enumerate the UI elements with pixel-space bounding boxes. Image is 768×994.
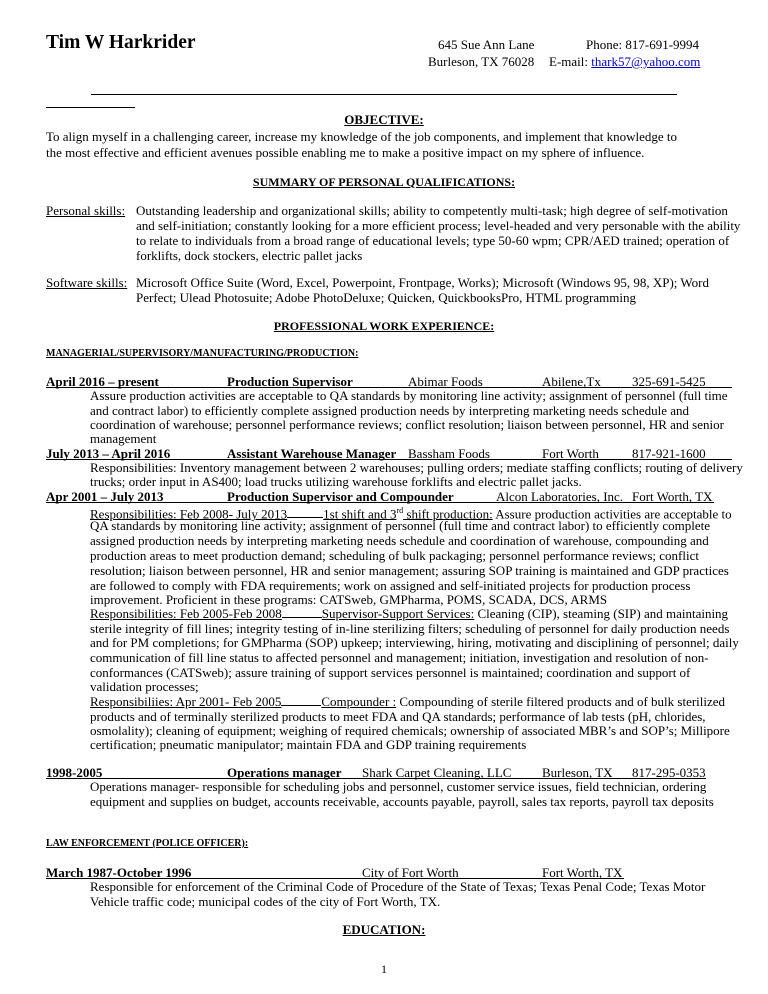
job-description-line: and for PM completions; for GMPharma (SOP) upkeep; interviewing, hiring, motivating and disciplining of personnel; daily	[90, 635, 739, 650]
job-description-line: sterile integrity of fill lines; integrity testing of in-line sterilizing filters; scheduling of personnel for daily production needs	[90, 621, 730, 636]
email-link[interactable]: thark57@yahoo.com	[591, 54, 701, 69]
job-dates: Apr 2001 – July 2013	[46, 489, 164, 504]
job-description-line: equipment and supplies on budget, accounts receivable, accounts payable, payroll, sales tax reports, payroll tax deposits	[90, 794, 714, 809]
job-description-line: resolution; liaison between personnel, HR and senior management; assuring SOP training is maintained and GDP practices	[90, 563, 729, 578]
job-description-line: communication of fill line status to affected personnel and management; initiation, investigation and resolution of non-	[90, 650, 709, 665]
responsibility-first-line: Cleaning (CIP), steaming (SIP) and maintaining	[474, 606, 729, 621]
email-label: E-mail:	[549, 54, 588, 69]
job-phone: 817-295-0353	[632, 765, 706, 780]
responsibility-role: Compounder :	[321, 694, 397, 709]
objective-line-2: the most effective and efficient avenues possible enabling me to make a positive impact on my sphere of influence.	[46, 145, 645, 160]
job-description-line: osmolality); cleaning of equipment; weighing of required chemicals; ownership of associated MBR’s and SOP’s; Millipore	[90, 723, 730, 738]
job-company: Abimar Foods	[408, 374, 483, 389]
personal-skills-label: Personal skills:	[46, 203, 126, 218]
job-description-line: Operations manager- responsible for scheduling jobs and personnel, customer service issues, field technician, ordering	[90, 779, 707, 794]
responsibility-first-line: Assure production activities are acceptable to	[492, 506, 732, 522]
address-line-2: Burleson, TX 76028	[428, 54, 535, 69]
job-description-line: production areas to meet production demand; scheduling of bulk packaging; personnel performance reviews; conflict	[90, 548, 699, 563]
job-location: Fort Worth, TX	[542, 865, 623, 880]
page-number: 1	[381, 962, 387, 976]
job-phone: 817-921-1600	[632, 446, 706, 461]
job-description-line: management	[90, 431, 157, 446]
phone: Phone: 817-691-9994	[586, 37, 700, 52]
shift-text-b: shift production:	[403, 506, 493, 522]
job-description-line: QA standards by monitoring line activity; assignment of personnel (full time and contract labor) to efficiently complete	[90, 518, 710, 533]
job-description-line: validation processes;	[90, 679, 199, 694]
personal-skills-line: forklifts, dock stockers, electric pallet jacks	[136, 248, 363, 263]
responsibility-role: Supervisor-Support Services:	[321, 606, 475, 621]
email-row	[549, 54, 700, 70]
header-divider-short	[46, 107, 135, 108]
job-description-line: are followed to comply with FDA requirements; work on assigned and self-initiated projects for production process	[90, 578, 691, 593]
job-company: Bassham Foods	[408, 446, 490, 461]
job-description-line: improvement. Proficient in these programs: CATSweb, GMPharma, POMS, SCADA, DCS, ARMS	[90, 592, 608, 607]
experience-heading: PROFESSIONAL WORK EXPERIENCE:	[273, 319, 495, 333]
software-skills-label: Software skills:	[46, 275, 128, 290]
candidate-name: Tim W Harkrider	[46, 32, 196, 53]
address-line-1: 645 Sue Ann Lane	[438, 37, 535, 52]
objective-heading: OBJECTIVE:	[344, 112, 424, 127]
job-title: Operations manager	[227, 765, 342, 780]
job-company: City of Fort Worth	[362, 865, 459, 880]
category-law-enforcement: LAW ENFORCEMENT (POLICE OFFICER):	[46, 838, 249, 849]
job-title: Assistant Warehouse Manager	[227, 446, 397, 461]
job-description-line: coordination of warehouse; personnel performance reviews; conflict resolution; liaison between personnel, HR and senior	[90, 417, 724, 432]
job-description-line: conformances (CATSweb); assure training of support services personnel is maintained; coordination and support of	[90, 665, 691, 680]
responsibility-period-2	[90, 606, 728, 622]
job-description-line: trucks; order input in AS400; load trucks utilizing warehouse forklifts and electric pallet jacks.	[90, 474, 582, 489]
software-skills-line: Microsoft Office Suite (Word, Excel, Powerpoint, Frontpage, Works); Microsoft (Windows 95, 98, XP); Word	[136, 275, 709, 290]
job-description-line: Responsibilities: Inventory management between 2 warehouses; pulling orders; mediate staffing conflicts; routing of delivery	[90, 460, 743, 475]
responsibility-label: Responsibilities: Feb 2008- July 2013	[90, 506, 288, 522]
objective-line-1: To align myself in a challenging career, increase my knowledge of the job components, and implement that knowledge to	[46, 129, 678, 144]
job-title: Production Supervisor	[227, 374, 353, 389]
software-skills-line: Perfect; Ulead Photosuite; Adobe PhotoDeluxe; Quicken, QuickbooksPro, HTML programming	[136, 290, 636, 305]
shift-sup: rd	[396, 506, 404, 515]
job-company: Shark Carpet Cleaning, LLC	[362, 765, 512, 780]
job-dates: March 1987-October 1996	[46, 865, 192, 880]
job-description-line: and contract labor) to efficiently complete assigned production needs by interpreting marketing needs schedule and	[90, 403, 690, 418]
category-managerial: MANAGERIAL/SUPERVISORY/MANUFACTURING/PRODUCTION:	[46, 348, 359, 359]
job-phone: 325-691-5425	[632, 374, 706, 389]
summary-heading: SUMMARY OF PERSONAL QUALIFICATIONS:	[252, 175, 516, 189]
job-description-line: Responsible for enforcement of the Criminal Code of Procedure of the State of Texas; Texas Penal Code; Texas Motor	[90, 879, 706, 894]
job-dates: 1998-2005	[46, 765, 103, 780]
job-location: Abilene,Tx	[542, 374, 601, 389]
job-description-line: Assure production activities are acceptable to QA standards by monitoring line activity; assignment of personnel (full time	[90, 388, 728, 403]
job-dates: April 2016 – present	[46, 374, 159, 389]
job-description-line: Vehicle traffic code; municipal codes of the city of Fort Worth, TX.	[90, 894, 441, 909]
job-location: Fort Worth, TX	[632, 489, 713, 504]
job-description-line: certification; pneumatic manipulator; maintain FDA and GDP training requirements	[90, 737, 527, 752]
job-company: Alcon Laboratories, Inc.	[496, 489, 624, 504]
header-divider	[91, 94, 677, 95]
job-location: Burleson, TX	[542, 765, 613, 780]
job-dates: July 2013 – April 2016	[46, 446, 171, 461]
responsibility-label: Responsibiliies: Apr 2001- Feb 2005	[90, 694, 282, 709]
job-title: Production Supervisor and Compounder	[227, 489, 454, 504]
job-description-line: products and of terminally sterilized products to meet FDA and QA standards; performance of lab tests (pH, chlorides,	[90, 709, 706, 724]
personal-skills-line: and self-initiation; constantly looking for a more efficient process; level-headed and very personable with the ability	[136, 218, 741, 233]
personal-skills-line: to relate to individuals from a broad range of educational levels; type 50-60 wpm; CPR/AED trained; operation of	[136, 233, 730, 248]
shift-text-a: 1st shift and 3	[323, 506, 397, 522]
education-heading: EDUCATION:	[342, 922, 426, 937]
responsibility-period-3	[90, 694, 725, 710]
responsibility-label: Responsibilities: Feb 2005-Feb 2008	[90, 606, 282, 621]
personal-skills-line: Outstanding leadership and organizational skills; ability to competently multi-task; high degree of self-motivation	[136, 203, 728, 218]
job-location: Fort Worth	[542, 446, 599, 461]
responsibility-first-line: Compounding of sterile filtered products and of bulk sterilized	[396, 694, 726, 709]
job-description-line: assigned production needs by interpreting marketing needs schedule and coordination of warehouse, compounding and	[90, 533, 709, 548]
